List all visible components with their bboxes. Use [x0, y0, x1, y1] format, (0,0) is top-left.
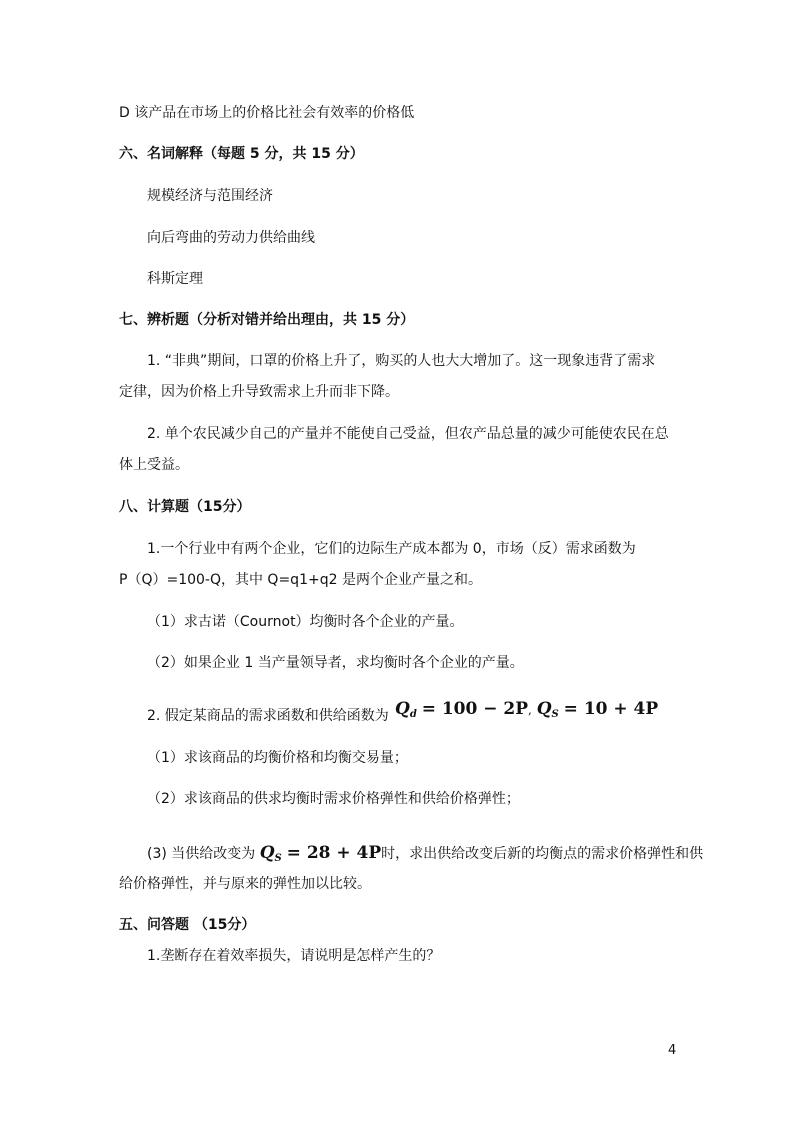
problem-text: 2. 假定某商品的需求函数和供给函数为: [147, 708, 389, 724]
term-item: 科斯定理: [147, 271, 203, 287]
question-text: 体上受益。: [119, 457, 189, 473]
question-text: 1.垄断存在着效率损失，请说明是怎样产生的？: [147, 948, 441, 964]
problem-text: P（Q）=100-Q，其中 Q=q1+q2 是两个企业产量之和。: [119, 572, 482, 588]
term-item: 规模经济与范围经济: [147, 188, 273, 204]
sub-question: （2）如果企业 1 当产量领导者，求均衡时各个企业的产量。: [147, 655, 524, 671]
equation-subscript: d: [409, 709, 417, 720]
sub-question: （1）求古诺（Cournot）均衡时各个企业的产量。: [147, 614, 464, 630]
question-text: 定律，因为价格上升导致需求上升而非下降。: [119, 384, 399, 400]
sub-question: [147, 844, 703, 868]
equation-separator: ,: [528, 703, 532, 717]
sub-question: （1）求该商品的均衡价格和均衡交易量；: [147, 750, 408, 766]
equation-symbol: Q: [395, 699, 410, 719]
section-7-heading: 七、辨析题（分析对错并给出理由，共 15 分）: [119, 312, 415, 328]
sub-question-suffix: 时，求出供给改变后新的均衡点的需求价格弹性和供: [381, 846, 704, 862]
new-supply-equation: [259, 843, 382, 864]
question-text: 2. 单个农民减少自己的产量并不能使自己受益，但农产品总量的减少可能使农民在总: [147, 426, 669, 442]
sub-question-continued: 给价格弹性，并与原来的弹性加以比较。: [119, 876, 371, 892]
section-6-heading: 六、名词解释（每题 5 分，共 15 分）: [119, 146, 364, 162]
term-item: 向后弯曲的劳动力供给曲线: [147, 230, 315, 246]
option-d: D 该产品在市场上的价格比社会有效率的价格低: [119, 105, 415, 121]
equation-symbol: Q: [536, 699, 552, 719]
page-number: 4: [668, 1043, 677, 1058]
demand-supply-equations: [395, 700, 658, 724]
problem-text: 1.一个行业中有两个企业，它们的边际生产成本都为 0，市场（反）需求函数为: [147, 541, 636, 557]
section-5-heading: 五、问答题 （15分）: [119, 917, 256, 933]
equation-rhs: = 10 + 4P: [563, 699, 659, 719]
equation-symbol: Q: [259, 843, 275, 863]
section-8-heading: 八、计算题（15分）: [119, 499, 251, 515]
equation-subscript: S: [274, 853, 282, 864]
question-text: 1. “非典”期间，口罩的价格上升了，购买的人也大大增加了。这一现象违背了需求: [147, 353, 656, 369]
equation-rhs: = 100 − 2P: [421, 699, 529, 719]
equation-rhs: = 28 + 4P: [286, 843, 382, 863]
sub-question-prefix: (3) 当供给改变为: [147, 846, 256, 862]
equation-subscript: S: [551, 709, 559, 720]
sub-question: （2）求该商品的供求均衡时需求价格弹性和供给价格弹性；: [147, 791, 520, 807]
